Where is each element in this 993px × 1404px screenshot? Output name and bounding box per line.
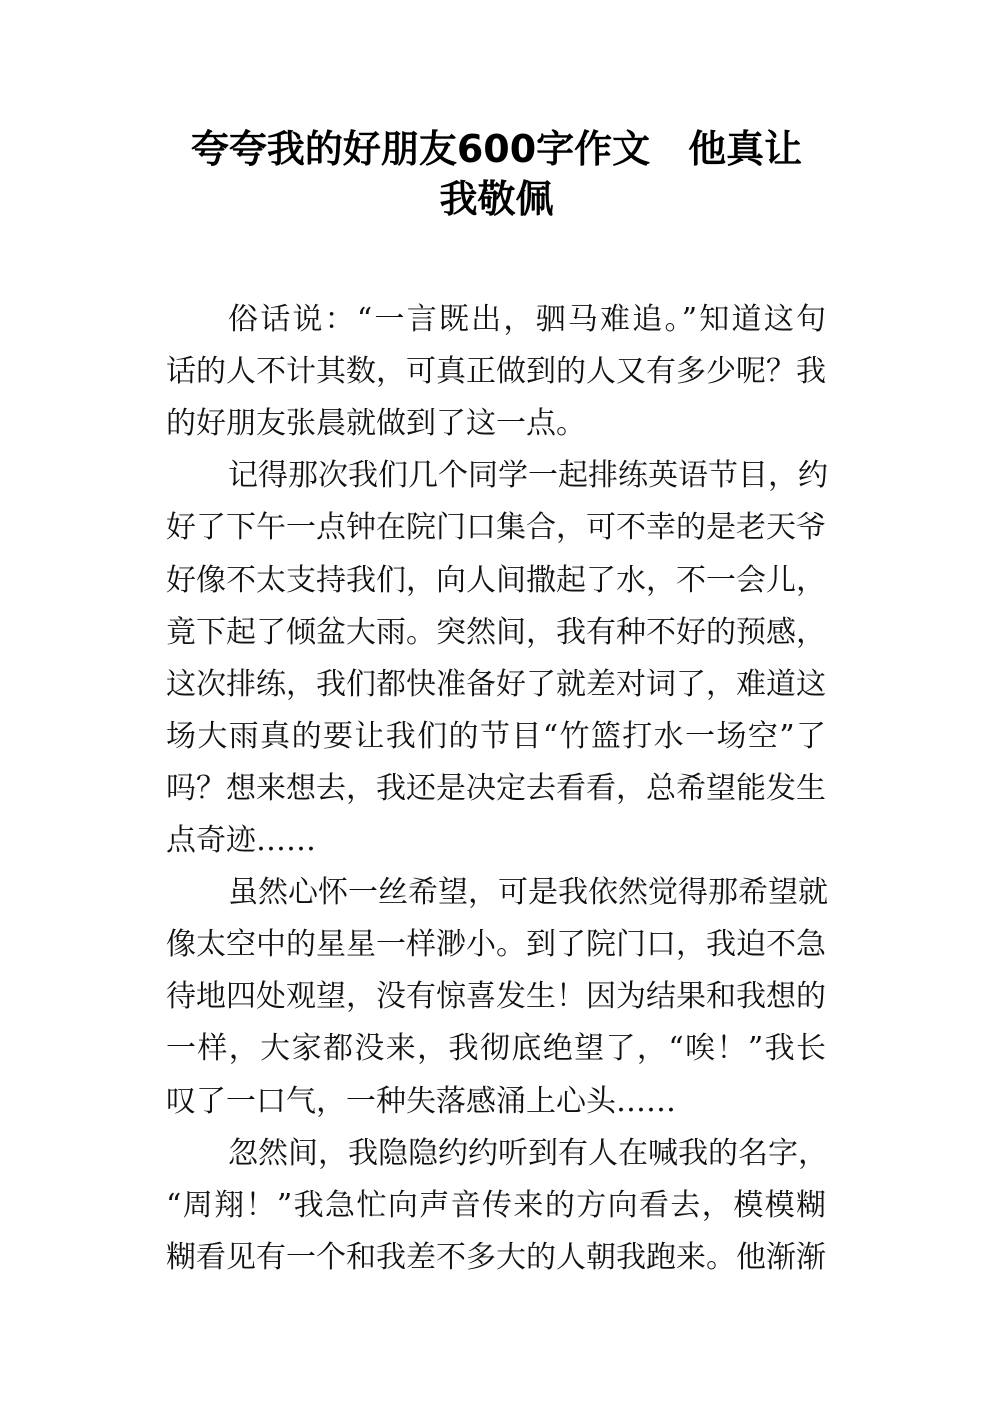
paragraph-2-line: 场大雨真的要让我们的节目“竹篮打水一场空”了 <box>166 718 826 754</box>
paragraph-2-line: 好像不太支持我们，向人间撒起了水，不一会儿， <box>166 562 826 598</box>
paragraph-3-line: 叹了一口气，一种失落感涌上心头…… <box>166 1083 676 1119</box>
paragraph-2-line: 吗？想来想去，我还是决定去看看，总希望能发生 <box>166 770 826 806</box>
paragraph-2-line: 好了下午一点钟在院门口集合，可不幸的是老天爷 <box>166 510 826 546</box>
paragraph-1-line: 话的人不计其数，可真正做到的人又有多少呢？我 <box>166 354 826 390</box>
paragraph-2-line: 这次排练，我们都快准备好了就差对词了，难道这 <box>166 666 826 702</box>
paragraph-1-line: 俗话说：“一言既出，驷马难追。”知道这句 <box>228 302 826 337</box>
paragraph-1-line: 的好朋友张晨就做到了这一点。 <box>166 406 586 442</box>
paragraph-4-line: “周翔！”我急忙向声音传来的方向看去，模模糊 <box>166 1187 826 1223</box>
paragraph-3-line: 像太空中的星星一样渺小。到了院门口，我迫不急 <box>166 927 826 963</box>
paragraph-4-line: 忽然间，我隐隐约约听到有人在喊我的名字， <box>228 1135 828 1171</box>
title-line-2: 我敬佩 <box>439 177 554 221</box>
paragraph-2-line: 竟下起了倾盆大雨。突然间，我有种不好的预感， <box>166 614 826 650</box>
paragraph-4-line: 糊看见有一个和我差不多大的人朝我跑来。他渐渐 <box>166 1239 826 1275</box>
paragraph-3-line: 一样，大家都没来，我彻底绝望了，“唉！”我长 <box>166 1031 826 1067</box>
paragraph-2-line: 记得那次我们几个同学一起排练英语节目，约 <box>228 458 828 494</box>
paragraph-3-line: 虽然心怀一丝希望，可是我依然觉得那希望就 <box>228 875 828 911</box>
title-line-1: 夸夸我的好朋友600字作文 他真让 <box>190 127 803 171</box>
paragraph-2-line: 点奇迹…… <box>166 823 316 858</box>
paragraph-3-line: 待地四处观望，没有惊喜发生！因为结果和我想的 <box>166 979 826 1015</box>
